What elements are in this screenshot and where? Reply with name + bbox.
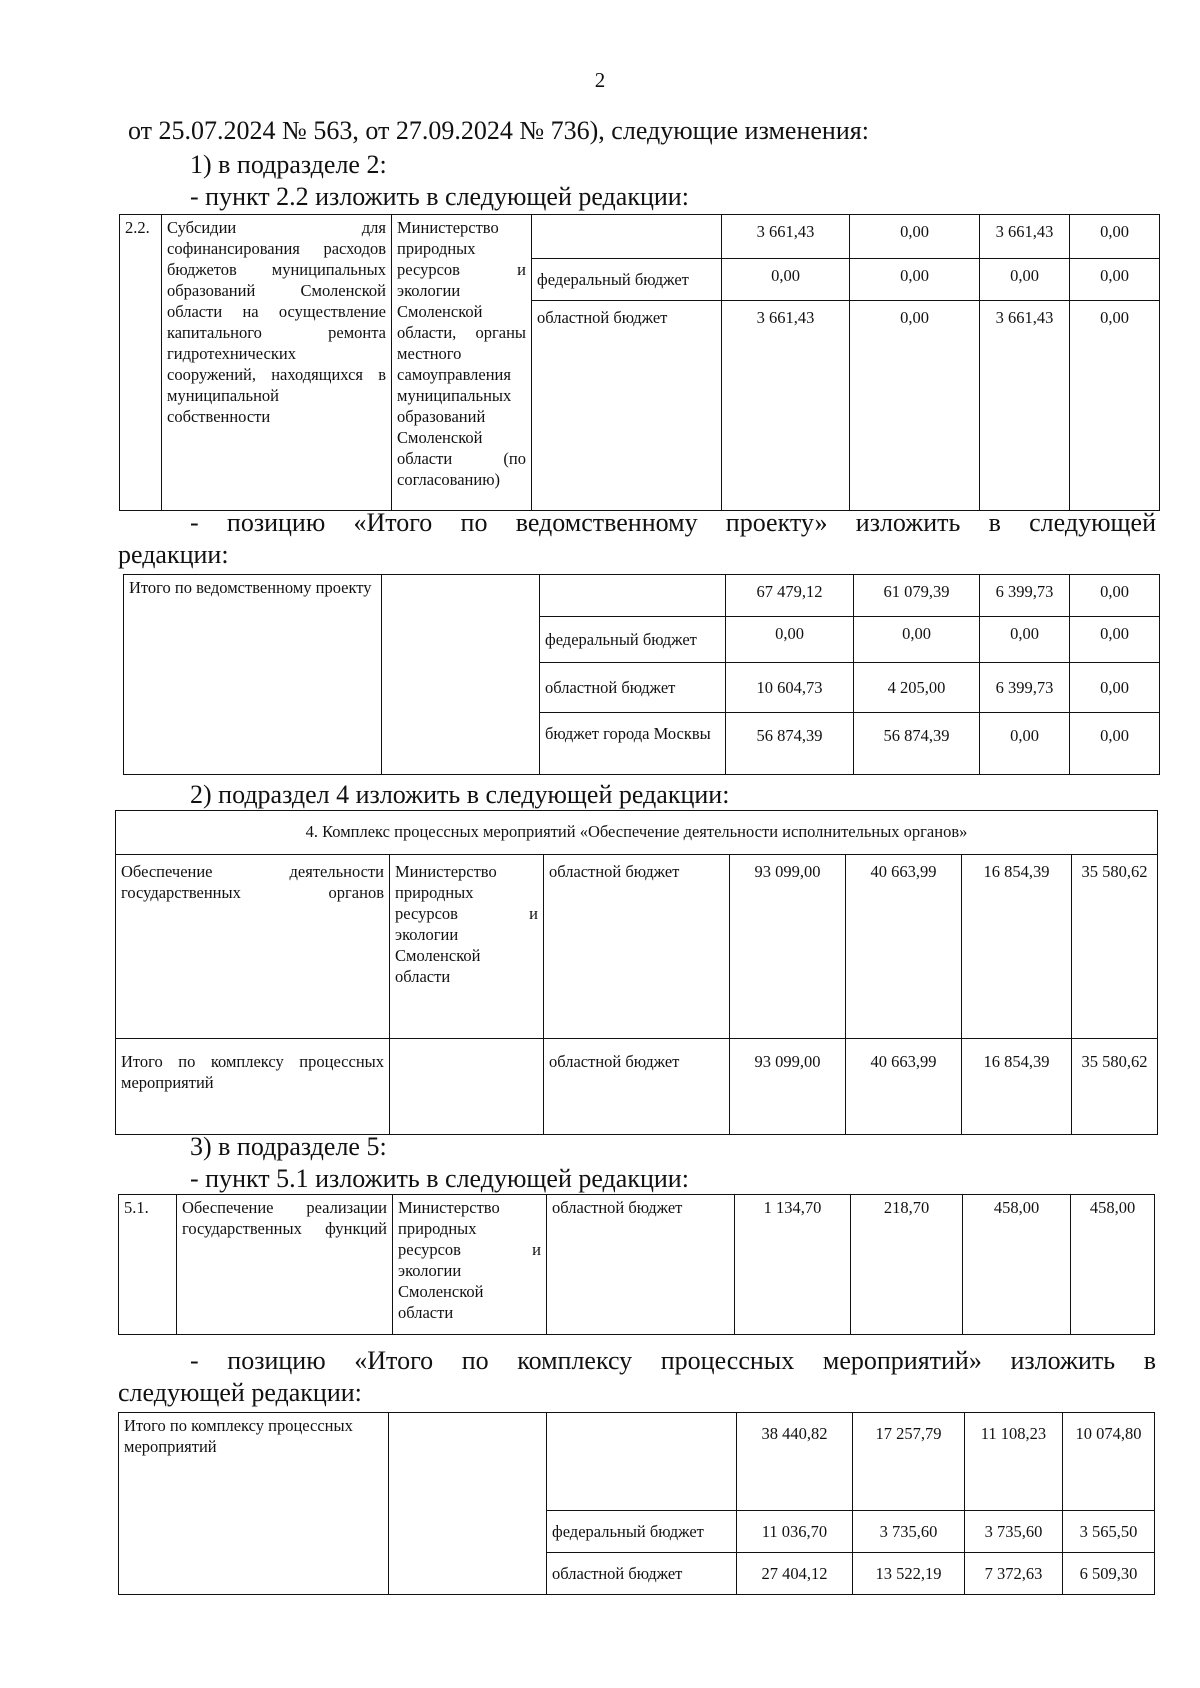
amount-total: 1 134,70 [735, 1195, 851, 1335]
table-item-2-2 [119, 214, 1160, 511]
total-name: Итого по комплексу процессных мероприятий [116, 1039, 390, 1135]
amount-year-1: 0,00 [850, 301, 980, 511]
total-executor-empty [382, 575, 540, 775]
table-total-complex [118, 1412, 1155, 1595]
item-number: 5.1. [119, 1195, 177, 1335]
item-3-heading: 3) в подразделе 5: [190, 1132, 387, 1161]
funding-source: областной бюджет [540, 663, 726, 713]
amount-year-1: 0,00 [850, 215, 980, 259]
page-number: 2 [594, 68, 606, 92]
amount-year-1: 13 522,19 [853, 1553, 965, 1595]
amount-total: 27 404,12 [737, 1553, 853, 1595]
item-name: Субсидии для софинансирования расходов бюджетов муниципальных образований Смоленской области на осуществление капитального ремонта гидротехнических сооружений, находящихся в муниципальной собственности [162, 215, 392, 511]
funding-source: федеральный бюджет [532, 259, 722, 301]
amount-year-3: 35 580,62 [1072, 1039, 1158, 1135]
funding-source [547, 1413, 737, 1511]
intro-line: от 25.07.2024 № 563, от 27.09.2024 № 736), следующие изменения: [128, 116, 869, 145]
amount-year-2: 3 735,60 [965, 1511, 1063, 1553]
amount-year-3: 0,00 [1070, 259, 1160, 301]
amount-year-2: 0,00 [980, 259, 1070, 301]
amount-year-2: 6 399,73 [980, 575, 1070, 617]
funding-source: федеральный бюджет [540, 617, 726, 663]
funding-source: областной бюджет [544, 1039, 730, 1135]
item-1-subheading: - пункт 2.2 изложить в следующей редакции: [190, 182, 689, 211]
amount-year-3: 10 074,80 [1063, 1413, 1155, 1511]
amount-year-2: 0,00 [980, 713, 1070, 775]
item-1-heading: 1) в подразделе 2: [190, 150, 387, 179]
amount-year-2: 0,00 [980, 617, 1070, 663]
text-position-complex: - позицию «Итого по комплексу процессных мероприятий» изложить в [190, 1346, 1156, 1375]
amount-year-2: 3 661,43 [980, 215, 1070, 259]
amount-year-1: 61 079,39 [854, 575, 980, 617]
amount-total: 0,00 [722, 259, 850, 301]
funding-source [532, 215, 722, 259]
subsection-header: 4. Комплекс процессных мероприятий «Обеспечение деятельности исполнительных органов» [116, 811, 1158, 855]
funding-source: областной бюджет [544, 855, 730, 1039]
funding-source: областной бюджет [547, 1553, 737, 1595]
funding-source: федеральный бюджет [547, 1511, 737, 1553]
amount-total: 3 661,43 [722, 301, 850, 511]
item-executor: Министерство природных ресурсов и экологии Смоленской области [393, 1195, 547, 1335]
total-name: Итого по комплексу процессных мероприятий [119, 1413, 389, 1595]
amount-total: 67 479,12 [726, 575, 854, 617]
amount-year-3: 0,00 [1070, 215, 1160, 259]
funding-source [540, 575, 726, 617]
text-edition: редакции: [118, 540, 229, 569]
amount-total: 38 440,82 [737, 1413, 853, 1511]
measure-executor: Министерство природных ресурсов и экологии Смоленской области [390, 855, 544, 1039]
amount-year-1: 0,00 [854, 617, 980, 663]
amount-year-2: 6 399,73 [980, 663, 1070, 713]
amount-year-3: 0,00 [1070, 713, 1160, 775]
amount-year-1: 0,00 [850, 259, 980, 301]
total-executor-empty [390, 1039, 544, 1135]
amount-year-3: 458,00 [1071, 1195, 1155, 1335]
amount-year-1: 17 257,79 [853, 1413, 965, 1511]
text-edition: следующей редакции: [118, 1378, 362, 1407]
amount-year-1: 218,70 [851, 1195, 963, 1335]
item-executor: Министерство природных ресурсов и экологии Смоленской области, органы местного самоуправления муниципальных образований Смоленской области (по согласованию) [392, 215, 532, 511]
amount-year-3: 0,00 [1070, 301, 1160, 511]
funding-source: областной бюджет [532, 301, 722, 511]
amount-year-3: 0,00 [1070, 663, 1160, 713]
amount-total: 11 036,70 [737, 1511, 853, 1553]
table-item-5-1 [118, 1194, 1155, 1335]
amount-year-1: 4 205,00 [854, 663, 980, 713]
amount-total: 3 661,43 [722, 215, 850, 259]
funding-source: бюджет города Москвы [540, 713, 726, 775]
amount-year-2: 11 108,23 [965, 1413, 1063, 1511]
item-number: 2.2. [120, 215, 162, 511]
amount-year-3: 0,00 [1070, 575, 1160, 617]
table-subsection-4 [115, 810, 1158, 1135]
total-name: Итого по ведомственному проекту [124, 575, 382, 775]
amount-total: 0,00 [726, 617, 854, 663]
amount-total: 56 874,39 [726, 713, 854, 775]
amount-year-3: 35 580,62 [1072, 855, 1158, 1039]
item-3-subheading: - пункт 5.1 изложить в следующей редакции: [190, 1164, 689, 1193]
amount-total: 10 604,73 [726, 663, 854, 713]
amount-year-1: 40 663,99 [846, 1039, 962, 1135]
amount-year-1: 40 663,99 [846, 855, 962, 1039]
item-2-heading: 2) подраздел 4 изложить в следующей редакции: [190, 780, 730, 809]
amount-total: 93 099,00 [730, 1039, 846, 1135]
amount-year-2: 16 854,39 [962, 855, 1072, 1039]
amount-year-2: 3 661,43 [980, 301, 1070, 511]
amount-year-3: 0,00 [1070, 617, 1160, 663]
funding-source: областной бюджет [547, 1195, 735, 1335]
amount-year-2: 458,00 [963, 1195, 1071, 1335]
text-position-project: - позицию «Итого по ведомственному проекту» изложить в следующей [190, 508, 1156, 537]
amount-year-3: 3 565,50 [1063, 1511, 1155, 1553]
total-executor-empty [389, 1413, 547, 1595]
amount-year-3: 6 509,30 [1063, 1553, 1155, 1595]
amount-total: 93 099,00 [730, 855, 846, 1039]
measure-name: Обеспечение деятельности государственных органов [116, 855, 390, 1039]
amount-year-2: 7 372,63 [965, 1553, 1063, 1595]
item-name: Обеспечение реализации государственных функций [177, 1195, 393, 1335]
amount-year-1: 3 735,60 [853, 1511, 965, 1553]
amount-year-2: 16 854,39 [962, 1039, 1072, 1135]
table-total-project [123, 574, 1160, 775]
amount-year-1: 56 874,39 [854, 713, 980, 775]
